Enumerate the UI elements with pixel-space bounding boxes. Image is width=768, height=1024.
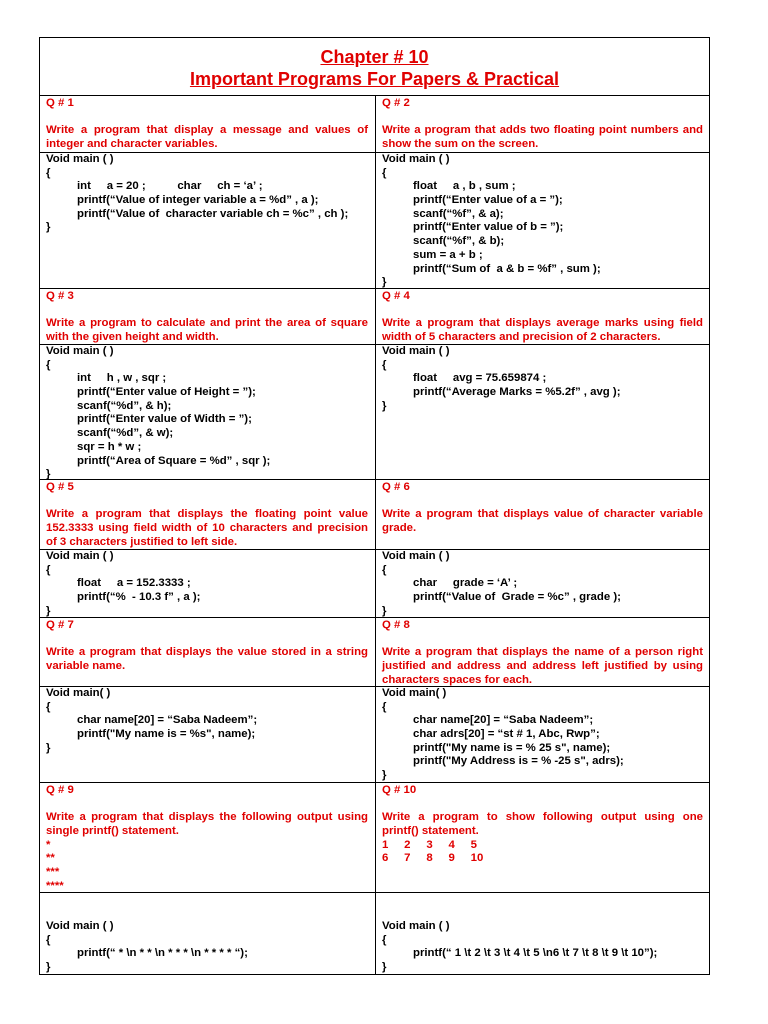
code-line: char grade = ‘A’ ; [413,577,518,590]
code-line: } [382,276,387,289]
question-number: Q # 9 [46,784,74,796]
document-subtitle: Important Programs For Papers & Practical [189,69,560,89]
code-line: int a = 20 ; char ch = ‘a’ ; [77,180,263,193]
code-block [40,345,375,482]
code-line: Void main ( ) [46,153,114,165]
code-line: char name[20] = “Saba Nadeem”; [77,714,258,727]
code-line: printf("My name is = %s", name); [77,728,256,741]
code-line: char name[20] = “Saba Nadeem”; [413,714,594,727]
code-line: { [46,358,51,371]
code-line: float avg = 75.659874 ; [413,372,547,385]
code-line: sqr = h * w ; [77,440,142,453]
code-line: { [382,563,387,576]
question-prompt [376,288,710,344]
question-text: Write a program that displays the following output using single printf() statement. [46,811,368,838]
code-line: printf(“ 1 \t 2 \t 3 \t 4 \t 5 \n6 \t 7 \t 8 \t 9 \t 10”); [413,947,658,960]
code-block [40,687,375,755]
code-block [40,153,375,235]
document-page [39,37,710,975]
code-line: } [382,769,387,782]
expected-output-line: *** [46,866,60,879]
code-line: int h , w , sqr ; [77,372,167,385]
question-text: Write a program to calculate and print the area of square with the given height and width. [46,317,368,344]
code-line: { [46,700,51,713]
question-text: Write a program that displays value of character variable grade. [382,508,703,535]
code-block [40,550,375,618]
code-line: printf("My name is = % 25 s", name); [413,741,611,754]
code-line: Void main ( ) [382,345,450,357]
question-prompt [376,782,710,892]
code-line: printf(“Enter value of Width = ”); [77,413,252,426]
question-number: Q # 4 [382,290,410,302]
code-line: Void main ( ) [382,153,450,165]
code-line: } [382,399,387,412]
question-number: Q # 2 [382,97,410,109]
question-prompt [40,288,375,344]
code-line: printf("My Address is = % -25 s", adrs); [413,755,624,768]
question-number: Q # 5 [46,481,74,493]
code-line: } [382,961,387,974]
code-block [376,920,710,975]
expected-output-line: ** [46,852,55,865]
question-prompt [40,479,375,549]
question-number: Q # 3 [46,290,74,302]
code-line: sum = a + b ; [413,248,483,261]
question-number: Q # 1 [46,97,74,109]
question-text: Write a program that displays the name of a person right justified and address and address left justified by using characters spaces for each. [382,646,703,686]
code-line: Void main ( ) [382,920,450,932]
expected-output-line: **** [46,879,64,892]
code-line: { [382,358,387,371]
question-number: Q # 6 [382,481,410,493]
code-line: float a = 152.3333 ; [77,577,191,590]
code-line: scanf(“%d”, & w); [77,427,174,440]
chapter-title: Chapter # 10 [320,47,429,67]
code-line: printf(“Average Marks = %5.2f” , avg ); [413,386,621,399]
code-block [40,920,375,975]
code-line: printf(“Value of Grade = %c” , grade ); [413,591,621,604]
code-line: } [46,221,51,234]
code-line: Void main ( ) [46,920,114,932]
question-text: Write a program to show following output using one printf() statement. [382,811,703,838]
code-line: { [382,166,387,179]
code-line: { [382,700,387,713]
code-line: } [46,961,51,974]
question-number: Q # 10 [382,784,417,796]
code-line: } [46,468,51,481]
code-block [376,153,710,290]
code-line: Void main ( ) [382,550,450,562]
code-block [376,687,710,783]
code-line: printf(“Area of Square = %d” , sqr ); [77,454,271,467]
code-line: char adrs[20] = “st # 1, Abc, Rwp”; [413,728,600,741]
expected-output-line: 6 7 8 9 10 [382,852,484,865]
code-line: printf(“Value of integer variable a = %d” , a ); [77,194,319,207]
question-text: Write a program that display a message and values of integer and character variables. [46,124,368,151]
expected-output-line: * [46,838,51,851]
question-prompt [40,617,375,686]
code-line: printf(“Enter value of b = ”); [413,221,564,234]
question-text: Write a program that displays average marks using field width of 5 characters and precision of 2 characters. [382,317,703,344]
question-text: Write a program that displays the floating point value 152.3333 using field width of 10 characters and precision of 3 characters justified to left side. [46,508,368,548]
code-line: { [46,563,51,576]
code-line: printf(“Enter value of Height = ”); [77,386,256,399]
code-line: float a , b , sum ; [413,180,516,193]
code-line: Void main( ) [382,687,447,699]
question-number: Q # 8 [382,619,410,631]
code-line: Void main ( ) [46,345,114,357]
expected-output-line: 1 2 3 4 5 [382,838,477,851]
code-line: Void main ( ) [46,550,114,562]
code-line: scanf(“%f”, & a); [413,207,504,220]
question-text: Write a program that displays the value stored in a string variable name. [46,646,368,673]
question-text: Write a program that adds two floating point numbers and show the sum on the screen. [382,124,703,151]
code-line: printf(“ * \n * * \n * * * \n * * * * “); [77,947,248,960]
code-line: } [46,741,51,754]
code-line: scanf(“%d”, & h); [77,399,172,412]
code-line: printf(“Sum of a & b = %f” , sum ); [413,262,601,275]
code-line: printf(“Enter value of a = ”); [413,194,563,207]
code-line: Void main( ) [46,687,111,699]
code-line: printf(“% - 10.3 f” , a ); [77,591,201,604]
code-block [376,550,710,618]
question-prompt [40,782,375,892]
question-number: Q # 7 [46,619,74,631]
title-block [40,38,709,95]
code-line: } [46,604,51,617]
question-prompt [376,95,710,152]
code-line: { [46,166,51,179]
code-line: { [46,933,51,946]
question-prompt [376,617,710,686]
code-line: scanf(“%f”, & b); [413,235,505,248]
code-block [376,345,710,413]
question-prompt [40,95,375,152]
code-line: { [382,933,387,946]
code-line: } [382,604,387,617]
question-prompt [376,479,710,549]
code-line: printf(“Value of character variable ch = %c” , ch ); [77,207,349,220]
